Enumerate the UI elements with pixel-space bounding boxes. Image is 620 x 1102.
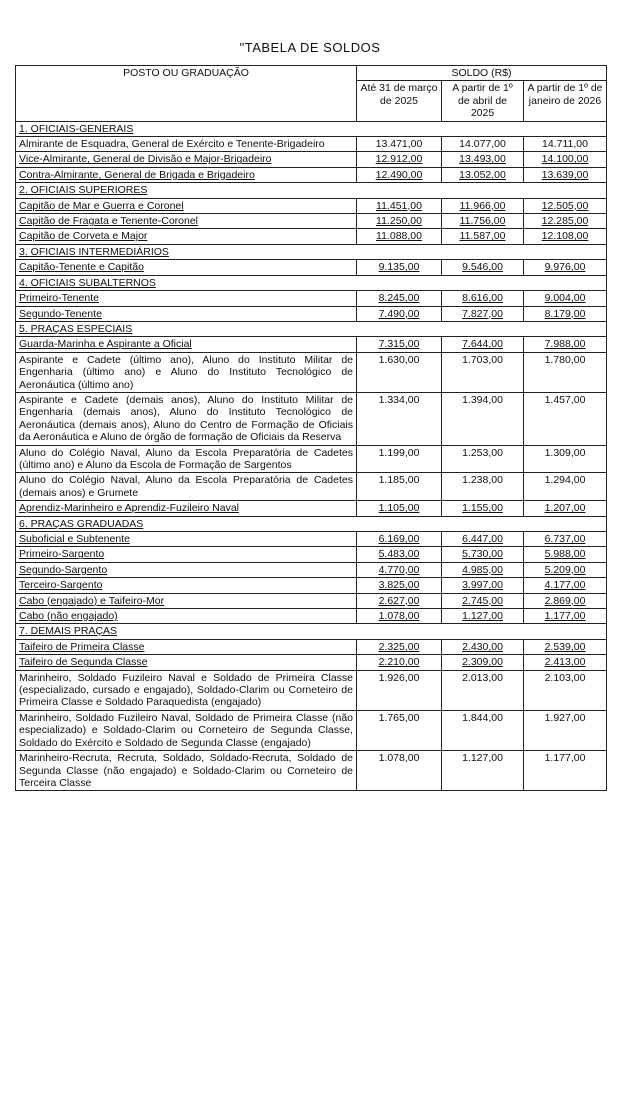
value-cell: 1.207,00 <box>524 501 607 516</box>
rank-cell: Cabo (não engajado) <box>16 609 357 624</box>
table-row <box>16 392 607 445</box>
value-cell: 2.309,00 <box>442 655 524 670</box>
table-row <box>16 593 607 608</box>
table-row <box>16 260 607 275</box>
value-cell: 8.245,00 <box>357 291 442 306</box>
value-cell: 11.756,00 <box>442 214 524 229</box>
value-cell: 12.490,00 <box>357 167 442 182</box>
value-cell: 1.078,00 <box>357 609 442 624</box>
table-row <box>16 137 607 152</box>
section-label-cell <box>16 183 607 198</box>
section-row <box>16 321 607 336</box>
rank-cell: Capitão-Tenente e Capitão <box>16 260 357 275</box>
value-cell: 13.471,00 <box>357 137 442 152</box>
table-row <box>16 501 607 516</box>
rank-cell: Aprendiz-Marinheiro e Aprendiz-Fuzileiro Naval <box>16 501 357 516</box>
value-cell: 7.827,00 <box>442 306 524 321</box>
value-cell: 5.483,00 <box>357 547 442 562</box>
value-cell: 4.770,00 <box>357 562 442 577</box>
value-cell: 7.490,00 <box>357 306 442 321</box>
table-row <box>16 639 607 654</box>
rank-cell: Aspirante e Cadete (último ano), Aluno do Instituto Militar de Engenharia (último ano) e Aluno do Instituto Tecnológico de Aeronáutica (último ano) <box>16 352 357 392</box>
table-row <box>16 609 607 624</box>
rank-cell: Marinheiro, Soldado Fuzileiro Naval, Soldado de Primeira Classe (não especializado) e Soldado-Clarim ou Corneteiro de Segunda Classe, Soldado do Exército e Soldado de Segunda Classe (engajado) <box>16 710 357 750</box>
section-label-cell <box>16 121 607 136</box>
value-cell: 11.966,00 <box>442 198 524 213</box>
rank-cell: Suboficial e Subtenente <box>16 532 357 547</box>
value-cell: 9.004,00 <box>524 291 607 306</box>
value-cell: 13.639,00 <box>524 167 607 182</box>
value-cell: 8.616,00 <box>442 291 524 306</box>
table-row <box>16 198 607 213</box>
value-cell: 1.253,00 <box>442 445 524 473</box>
value-cell: 1.155,00 <box>442 501 524 516</box>
value-cell: 2.430,00 <box>442 639 524 654</box>
value-cell: 2.103,00 <box>524 670 607 710</box>
value-cell: 1.457,00 <box>524 392 607 445</box>
section-label: 1. OFICIAIS-GENERAIS <box>19 122 134 135</box>
table-row <box>16 229 607 244</box>
section-label-cell <box>16 275 607 290</box>
section-label: 3. OFICIAIS INTERMEDIÁRIOS <box>19 245 169 258</box>
value-cell: 5.730,00 <box>442 547 524 562</box>
table-row <box>16 655 607 670</box>
value-cell: 6.169,00 <box>357 532 442 547</box>
table-row <box>16 562 607 577</box>
value-cell: 9.135,00 <box>357 260 442 275</box>
rank-cell: Marinheiro-Recruta, Recruta, Soldado, Soldado-Recruta, Soldado de Segunda Classe (não engajado) e Soldado-Clarim ou Corneteiro de Terceira Classe <box>16 751 357 791</box>
value-cell: 2.745,00 <box>442 593 524 608</box>
rank-cell: Taifeiro de Segunda Classe <box>16 655 357 670</box>
value-cell: 1.199,00 <box>357 445 442 473</box>
value-cell: 14.711,00 <box>524 137 607 152</box>
value-cell: 2.627,00 <box>357 593 442 608</box>
value-cell: 2.539,00 <box>524 639 607 654</box>
table-row <box>16 547 607 562</box>
value-cell: 1.780,00 <box>524 352 607 392</box>
value-cell: 1.765,00 <box>357 710 442 750</box>
value-cell: 1.630,00 <box>357 352 442 392</box>
table-row <box>16 167 607 182</box>
value-cell: 7.988,00 <box>524 337 607 352</box>
value-cell: 2.325,00 <box>357 639 442 654</box>
value-cell: 5.988,00 <box>524 547 607 562</box>
value-cell: 2.413,00 <box>524 655 607 670</box>
value-cell: 6.447,00 <box>442 532 524 547</box>
value-cell: 14.077,00 <box>442 137 524 152</box>
value-cell: 12.285,00 <box>524 214 607 229</box>
rank-cell: Cabo (engajado) e Taifeiro-Mor <box>16 593 357 608</box>
section-row <box>16 121 607 136</box>
section-row <box>16 516 607 531</box>
rank-cell: Primeiro-Sargento <box>16 547 357 562</box>
value-cell: 1.177,00 <box>524 751 607 791</box>
rank-cell: Marinheiro, Soldado Fuzileiro Naval e Soldado de Primeira Classe (especializado, cursado e engajado), Soldado-Clarim ou Corneteiro de Primeira Classe e Soldado Paraquedista (engajado) <box>16 670 357 710</box>
rank-cell: Terceiro-Sargento <box>16 578 357 593</box>
value-cell: 5.209,00 <box>524 562 607 577</box>
section-row <box>16 275 607 290</box>
value-cell: 13.052,00 <box>442 167 524 182</box>
page-title: "TABELA DE SOLDOS <box>239 40 381 55</box>
rank-cell: Capitão de Corveta e Major <box>16 229 357 244</box>
value-cell: 1.127,00 <box>442 609 524 624</box>
value-cell: 1.238,00 <box>442 473 524 501</box>
section-label: 6. PRAÇAS GRADUADAS <box>19 517 144 530</box>
value-cell: 9.546,00 <box>442 260 524 275</box>
table-row <box>16 352 607 392</box>
section-label-cell <box>16 321 607 336</box>
value-cell: 7.644,00 <box>442 337 524 352</box>
rank-cell: Vice-Almirante, General de Divisão e Major-Brigadeiro <box>16 152 357 167</box>
value-cell: 8.179,00 <box>524 306 607 321</box>
rank-cell: Almirante de Esquadra, General de Exército e Tenente-Brigadeiro <box>16 137 357 152</box>
section-row <box>16 183 607 198</box>
value-cell: 7.315,00 <box>357 337 442 352</box>
section-label-cell <box>16 516 607 531</box>
value-cell: 14.100,00 <box>524 152 607 167</box>
rank-cell: Contra-Almirante, General de Brigada e Brigadeiro <box>16 167 357 182</box>
section-row <box>16 624 607 639</box>
rank-cell: Segundo-Sargento <box>16 562 357 577</box>
value-cell: 6.737,00 <box>524 532 607 547</box>
value-cell: 11.088,00 <box>357 229 442 244</box>
value-cell: 1.177,00 <box>524 609 607 624</box>
value-cell: 4.985,00 <box>442 562 524 577</box>
value-cell: 2.013,00 <box>442 670 524 710</box>
value-cell: 1.926,00 <box>357 670 442 710</box>
value-cell: 11.451,00 <box>357 198 442 213</box>
value-cell: 11.587,00 <box>442 229 524 244</box>
table-row <box>16 751 607 791</box>
salary-table <box>15 65 607 791</box>
value-cell: 1.927,00 <box>524 710 607 750</box>
rank-cell: Taifeiro de Primeira Classe <box>16 639 357 654</box>
table-row <box>16 214 607 229</box>
section-label-cell <box>16 244 607 259</box>
table-row <box>16 670 607 710</box>
section-label: 4. OFICIAIS SUBALTERNOS <box>19 276 156 289</box>
value-cell: 1.105,00 <box>357 501 442 516</box>
table-row <box>16 445 607 473</box>
table-body <box>16 121 607 791</box>
value-cell: 1.394,00 <box>442 392 524 445</box>
value-cell: 1.334,00 <box>357 392 442 445</box>
value-cell: 1.294,00 <box>524 473 607 501</box>
value-cell: 1.185,00 <box>357 473 442 501</box>
section-row <box>16 244 607 259</box>
header-soldo: SOLDO (R$) <box>357 66 607 81</box>
rank-cell: Aluno do Colégio Naval, Aluno da Escola Preparatória de Cadetes (último ano) e Aluno da Escola de Formação de Sargentos <box>16 445 357 473</box>
table-header-row <box>16 66 607 81</box>
value-cell: 13.493,00 <box>442 152 524 167</box>
header-posto: POSTO OU GRADUAÇÃO <box>16 66 357 122</box>
rank-cell: Aluno do Colégio Naval, Aluno da Escola Preparatória de Cadetes (demais anos) e Grumete <box>16 473 357 501</box>
value-cell: 12.912,00 <box>357 152 442 167</box>
value-cell: 3.997,00 <box>442 578 524 593</box>
rank-cell: Guarda-Marinha e Aspirante a Oficial <box>16 337 357 352</box>
value-cell: 1.127,00 <box>442 751 524 791</box>
value-cell: 2.869,00 <box>524 593 607 608</box>
value-cell: 1.703,00 <box>442 352 524 392</box>
table-row <box>16 152 607 167</box>
table-row <box>16 291 607 306</box>
header-col-2: A partir de 1º de abril de 2025 <box>442 81 524 121</box>
section-label: 7. DEMAIS PRAÇAS <box>19 625 118 638</box>
value-cell: 4.177,00 <box>524 578 607 593</box>
value-cell: 2.210,00 <box>357 655 442 670</box>
rank-cell: Primeiro-Tenente <box>16 291 357 306</box>
section-label: 5. PRAÇAS ESPECIAIS <box>19 322 133 335</box>
value-cell: 3.825,00 <box>357 578 442 593</box>
section-label-cell <box>16 624 607 639</box>
section-label: 2. OFICIAIS SUPERIORES <box>19 184 148 197</box>
header-col-1: Até 31 de março de 2025 <box>357 81 442 121</box>
table-row <box>16 578 607 593</box>
table-row <box>16 473 607 501</box>
table-row <box>16 337 607 352</box>
value-cell: 9.976,00 <box>524 260 607 275</box>
rank-cell: Segundo-Tenente <box>16 306 357 321</box>
rank-cell: Capitão de Fragata e Tenente-Coronel <box>16 214 357 229</box>
value-cell: 1.309,00 <box>524 445 607 473</box>
header-col-3: A partir de 1º de janeiro de 2026 <box>524 81 607 121</box>
value-cell: 1.078,00 <box>357 751 442 791</box>
table-row <box>16 306 607 321</box>
value-cell: 12.505,00 <box>524 198 607 213</box>
rank-cell: Capitão de Mar e Guerra e Coronel <box>16 198 357 213</box>
value-cell: 11.250,00 <box>357 214 442 229</box>
value-cell: 1.844,00 <box>442 710 524 750</box>
table-row <box>16 710 607 750</box>
rank-cell: Aspirante e Cadete (demais anos), Aluno do Instituto Militar de Engenharia (demais anos), Aluno do Instituto Tecnológico de Aeronáutica (demais anos), Aluno do Centro de Formação de Oficiais da Aeronáutica e Aluno de órgão de formação de Oficiais da Reserva <box>16 392 357 445</box>
value-cell: 12.108,00 <box>524 229 607 244</box>
table-row <box>16 532 607 547</box>
